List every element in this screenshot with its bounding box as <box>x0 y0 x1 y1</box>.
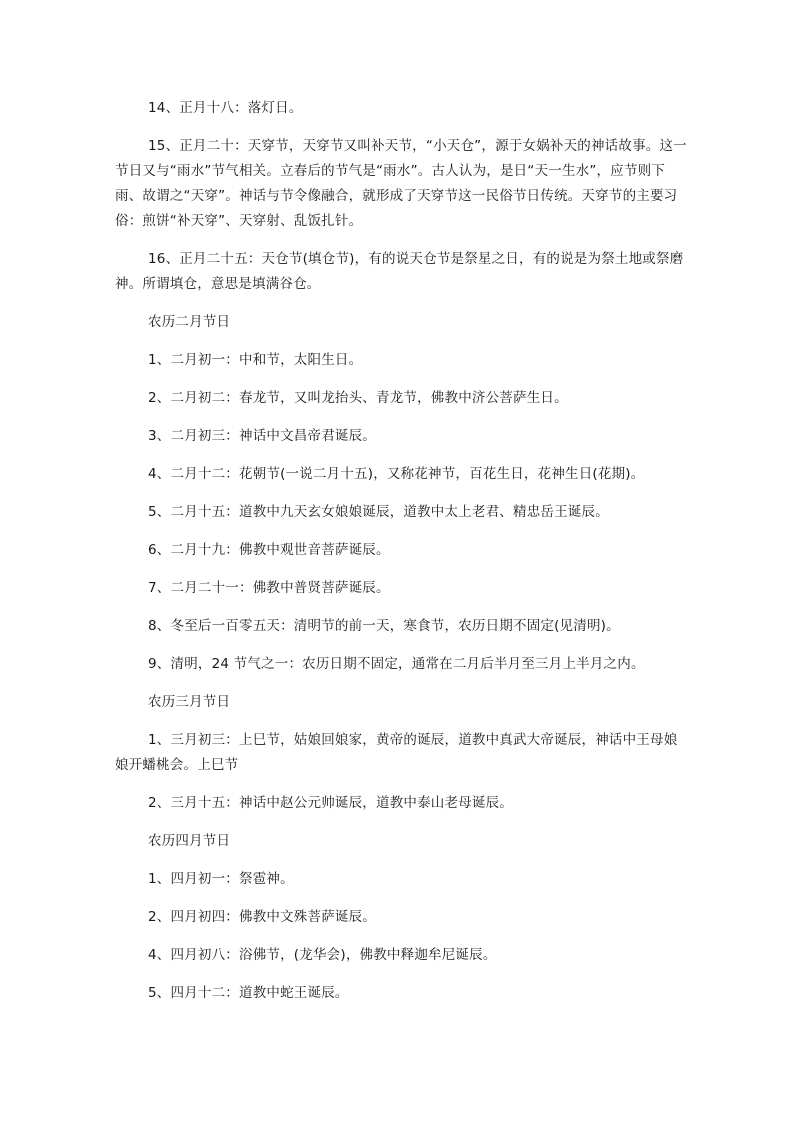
paragraph-feb-2: 2、二月初二：春龙节，又叫龙抬头、青龙节，佛教中济公菩萨生日。 <box>148 390 568 406</box>
document-body <box>115 96 690 1019</box>
paragraph-feb-4: 4、二月十二：花朝节(一说二月十五)，又称花神节，百花生日，花神生日(花期)。 <box>148 466 645 482</box>
section-heading-march: 农历三月节日 <box>148 694 231 710</box>
paragraph-item-15: 15、正月二十：天穿节，天穿节又叫补天节，“小天仓”，源于女娲补天的神话故事。这一节日又与“雨水”节气相关。立春后的节气是“雨水”。古人认为，是日“天一生水”，应节则下雨、故谓之“天穿”。神话与节令像融合，就形成了天穿节这一民俗节日传统。天穿节的主要习俗：煎饼“补天穿”、天穿射、乱饭扎针。 <box>115 138 687 229</box>
paragraph-feb-5: 5、二月十五：道教中九天玄女娘娘诞辰，道教中太上老君、精忠岳王诞辰。 <box>148 504 609 520</box>
paragraph-feb-7: 7、二月二十一：佛教中普贤菩萨诞辰。 <box>148 580 390 596</box>
paragraph-apr-2: 2、四月初四：佛教中文殊菩萨诞辰。 <box>148 909 376 925</box>
paragraph-mar-1: 1、三月初三：上巳节，姑娘回娘家，黄帝的诞辰，道教中真武大帝诞辰，神话中王母娘娘开蟠桃会。上巳节 <box>115 732 678 773</box>
paragraph-feb-9: 9、清明，24 节气之一：农历日期不固定，通常在二月后半月至三月上半月之内。 <box>148 656 645 672</box>
paragraph-item-16: 16、正月二十五：天仓节(填仓节)，有的说天仓节是祭星之日，有的说是为祭土地或祭磨神。所谓填仓，意思是填满谷仓。 <box>115 251 684 292</box>
paragraph-item-14: 14、正月十八：落灯日。 <box>148 100 303 116</box>
paragraph-apr-1: 1、四月初一：祭雹神。 <box>148 871 294 887</box>
paragraph-apr-5: 5、四月十二：道教中蛇王诞辰。 <box>148 985 349 1001</box>
paragraph-feb-8: 8、冬至后一百零五天：清明节的前一天，寒食节，农历日期不固定(见清明)。 <box>148 618 620 634</box>
paragraph-mar-2: 2、三月十五：神话中赵公元帅诞辰，道教中泰山老母诞辰。 <box>148 795 513 811</box>
paragraph-apr-4: 4、四月初八：浴佛节，(龙华会)，佛教中释迦牟尼诞辰。 <box>148 947 497 963</box>
paragraph-feb-3: 3、二月初三：神话中文昌帝君诞辰。 <box>148 428 376 444</box>
section-heading-february: 农历二月节日 <box>148 314 231 330</box>
paragraph-feb-1: 1、二月初一：中和节，太阳生日。 <box>148 352 363 368</box>
section-heading-april: 农历四月节日 <box>148 833 231 849</box>
paragraph-feb-6: 6、二月十九：佛教中观世音菩萨诞辰。 <box>148 542 390 558</box>
